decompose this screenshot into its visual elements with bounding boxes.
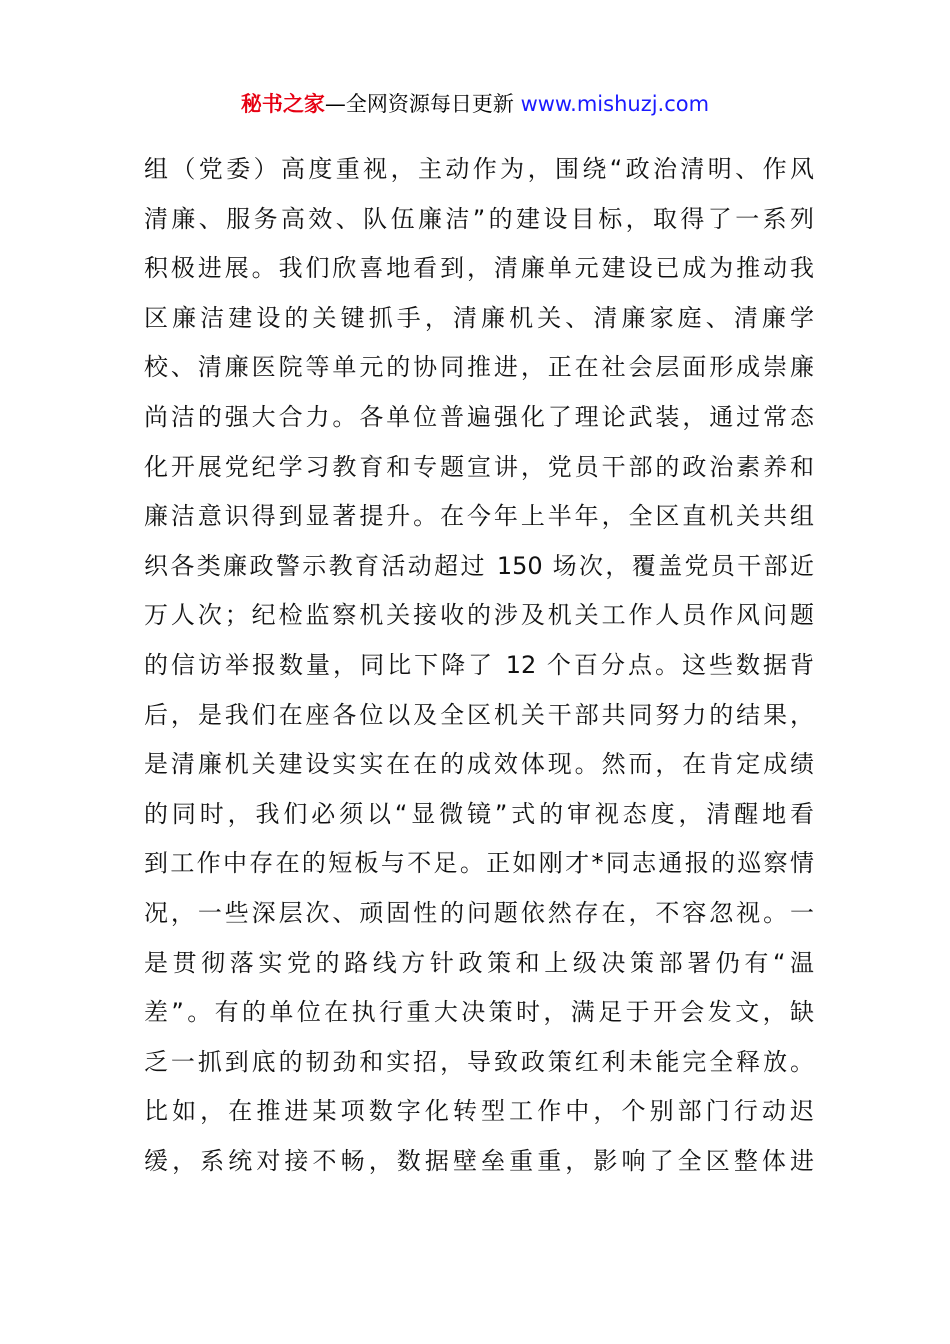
- text-line: 到工作中存在的短板与不足。正如刚才*同志通报的巡察情: [144, 849, 814, 878]
- text-line: 组（党委）高度重视，主动作为，围绕“政治清明、作风: [144, 155, 814, 183]
- text-line: 尚洁的强大合力。各单位普遍强化了理论武装，通过常态: [144, 402, 814, 431]
- text-line: 化开展党纪学习教育和专题宣讲，党员干部的政治素养和: [144, 452, 814, 481]
- body-text: [144, 145, 814, 1186]
- header-slogan: —全网资源每日更新: [324, 92, 521, 116]
- text-line: 万人次；纪检监察机关接收的涉及机关工作人员作风问题: [144, 601, 814, 630]
- brand-name: 秘书之家: [240, 92, 325, 116]
- text-line: 乏一抓到底的韧劲和实招，导致政策红利未能完全释放。: [144, 1047, 814, 1076]
- page-header: [0, 86, 950, 122]
- text-line: 的信访举报数量，同比下降了 12 个百分点。这些数据背: [144, 650, 814, 679]
- text-line: 清廉、服务高效、队伍廉洁”的建设目标，取得了一系列: [144, 204, 814, 233]
- text-line: 织各类廉政警示教育活动超过 150 场次，覆盖党员干部近: [144, 551, 814, 580]
- text-line: 区廉洁建设的关键抓手，清廉机关、清廉家庭、清廉学: [144, 303, 814, 332]
- text-line: 况，一些深层次、顽固性的问题依然存在，不容忽视。一: [144, 898, 814, 927]
- website-link[interactable]: www.mishuzj.com: [520, 92, 710, 116]
- text-line: 差”。有的单位在执行重大决策时，满足于开会发文，缺: [144, 998, 814, 1027]
- text-line: 比如，在推进某项数字化转型工作中，个别部门行动迟: [144, 1097, 814, 1126]
- text-line: 廉洁意识得到显著提升。在今年上半年，全区直机关共组: [144, 502, 814, 531]
- text-line: 是贯彻落实党的路线方针政策和上级决策部署仍有“温: [144, 948, 814, 977]
- text-line: 校、清廉医院等单元的协同推进，正在社会层面形成崇廉: [144, 353, 814, 382]
- text-line: 缓，系统对接不畅，数据壁垒重重，影响了全区整体进: [144, 1146, 814, 1175]
- text-line: 的同时，我们必须以“显微镜”式的审视态度，清醒地看: [144, 799, 814, 828]
- text-line: 是清廉机关建设实实在在的成效体现。然而，在肯定成绩: [144, 750, 814, 779]
- text-line: 积极进展。我们欣喜地看到，清廉单元建设已成为推动我: [144, 254, 814, 283]
- text-line: 后，是我们在座各位以及全区机关干部共同努力的结果，: [144, 700, 814, 729]
